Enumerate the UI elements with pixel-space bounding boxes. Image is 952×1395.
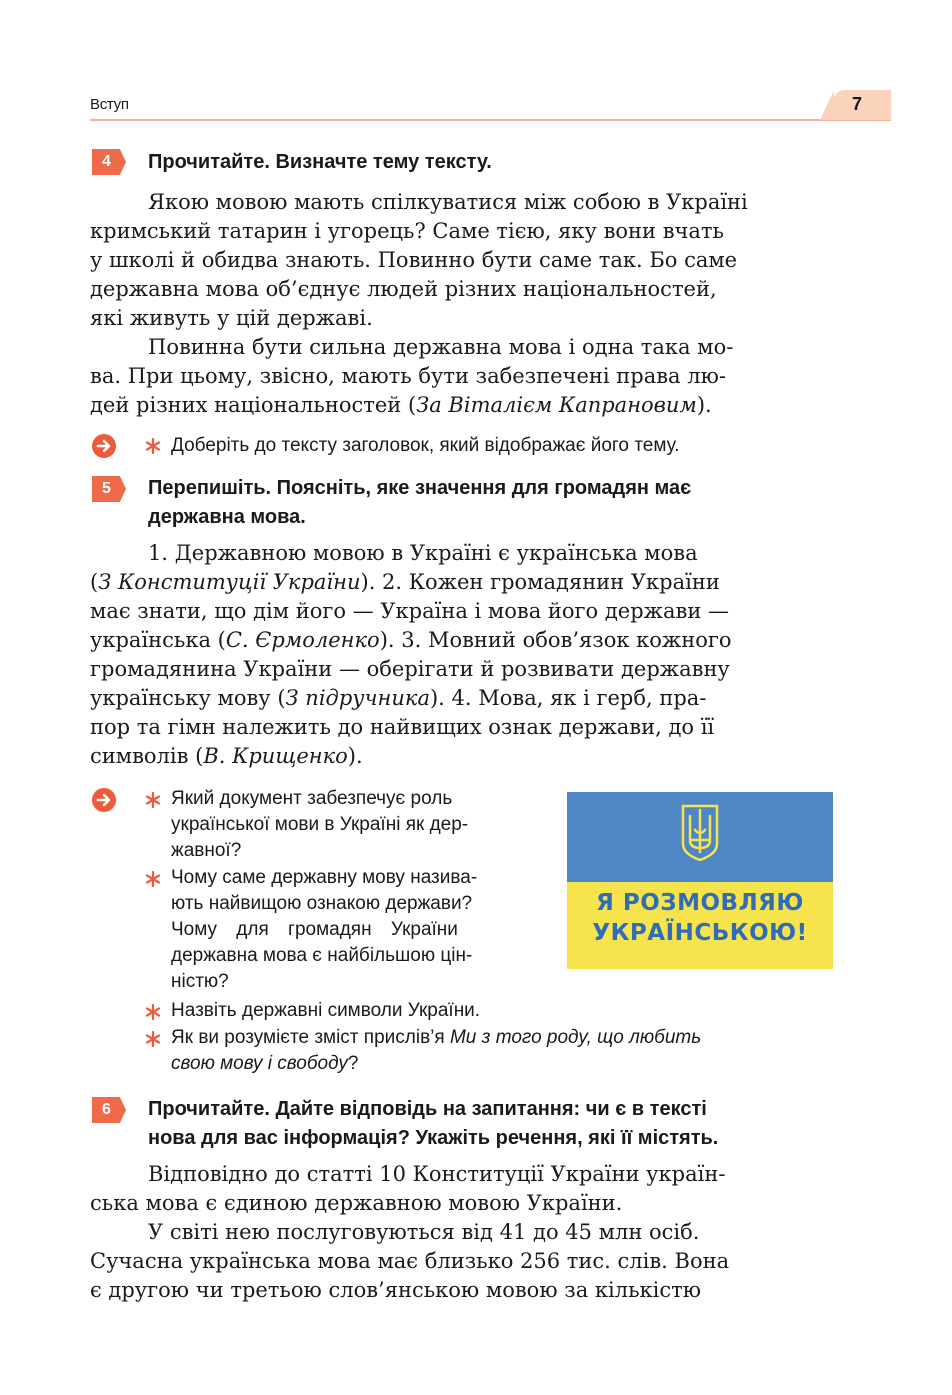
exercise-6-text: Відповідно до статті 10 Конституції України україн- ська мова є єдиною державною мовою України. У світі нею послуговуються від 41 до 45 млн осіб. Сучасна українська мова має близько 256 тис. слів. Вона є другою чи третьою слов’янською мовою за кількістю bbox=[90, 1162, 730, 1302]
snowflake-bullet-icon bbox=[145, 438, 161, 454]
header-rule bbox=[90, 119, 891, 121]
citation: За Віталієм Капрановим bbox=[416, 393, 697, 417]
exercise-4-paragraph-2: Повинна бути сильна державна мова і одна така мо- ва. При цьому, звісно, мають бути забезпечені права лю- дей різних національностей (За Віталієм Капрановим). bbox=[90, 335, 734, 417]
snowflake-bullet-icon bbox=[145, 1004, 161, 1020]
poster-slogan-line-2: УКРАЇНСЬКОЮ! bbox=[592, 920, 808, 946]
arrow-right-circle-icon bbox=[92, 788, 116, 812]
exercise-5-task: Перепишіть. Поясніть, яке значення для громадян має державна мова. bbox=[148, 477, 692, 528]
exercise-5-question-4: Як ви розумієте зміст прислів’я Ми з того роду, що любить свою мову і свободу? bbox=[171, 1027, 702, 1074]
exercise-4-question: Доберіть до тексту заголовок, який відображає його тему. bbox=[171, 435, 680, 456]
exercise-4-marker: 4 bbox=[92, 149, 128, 175]
page-number: 7 bbox=[852, 94, 863, 114]
exercise-5-question-1: Який документ забезпечує роль української мови в Україні як дер- жавної? bbox=[171, 788, 469, 861]
snowflake-bullet-icon bbox=[145, 1031, 161, 1047]
page-number-tab bbox=[834, 90, 891, 120]
ukrainian-flag-poster bbox=[567, 792, 833, 969]
snowflake-bullet-icon bbox=[145, 792, 161, 808]
exercise-6-marker: 6 bbox=[92, 1097, 128, 1123]
trident-icon bbox=[679, 802, 721, 862]
exercise-4-task: Прочитайте. Визначте тему тексту. bbox=[148, 151, 492, 173]
exercise-5-text: 1. Державною мовою в Україні є українська мова (З Конституції України). 2. Кожен громадянин України має знати, що дім його — Україна і мова його держави — українська (С. Єрмоленко). 3. Мовний обов’язок кожного громадянина України — оберігати й розвивати державну українську мову (З підручника). 4. Мова, як і герб, пра- пор та гімн належить до найвищих ознак держави, до її символів (В. Крищенко). bbox=[90, 541, 732, 768]
exercise-4-paragraph-1: Якою мовою мають спілкуватися між собою в Україні кримський татарин і угорець? Саме тією, яку вони вчать у школі й обидва знають. Повинно бути саме так. Бо саме державна мова об’єднує людей різних національностей, які живуть у цій державі. bbox=[90, 190, 748, 330]
poster-slogan-line-1: Я РОЗМОВЛЯЮ bbox=[596, 890, 804, 916]
arrow-right-circle-icon bbox=[92, 434, 116, 458]
exercise-5-question-3: Назвіть державні символи України. bbox=[171, 1000, 481, 1021]
exercise-5-question-2: Чому саме державну мову назива- ють найвищою ознакою держави? Чому для громадян України державна мова є найбільшою цін- ністю? bbox=[171, 867, 478, 992]
exercise-5-marker: 5 bbox=[92, 476, 128, 502]
running-header: Вступ bbox=[90, 96, 129, 113]
snowflake-bullet-icon bbox=[145, 871, 161, 887]
exercise-6-task: Прочитайте. Дайте відповідь на запитання: чи є в тексті нова для вас інформація? Укажіть речення, які її містять. bbox=[148, 1098, 719, 1149]
